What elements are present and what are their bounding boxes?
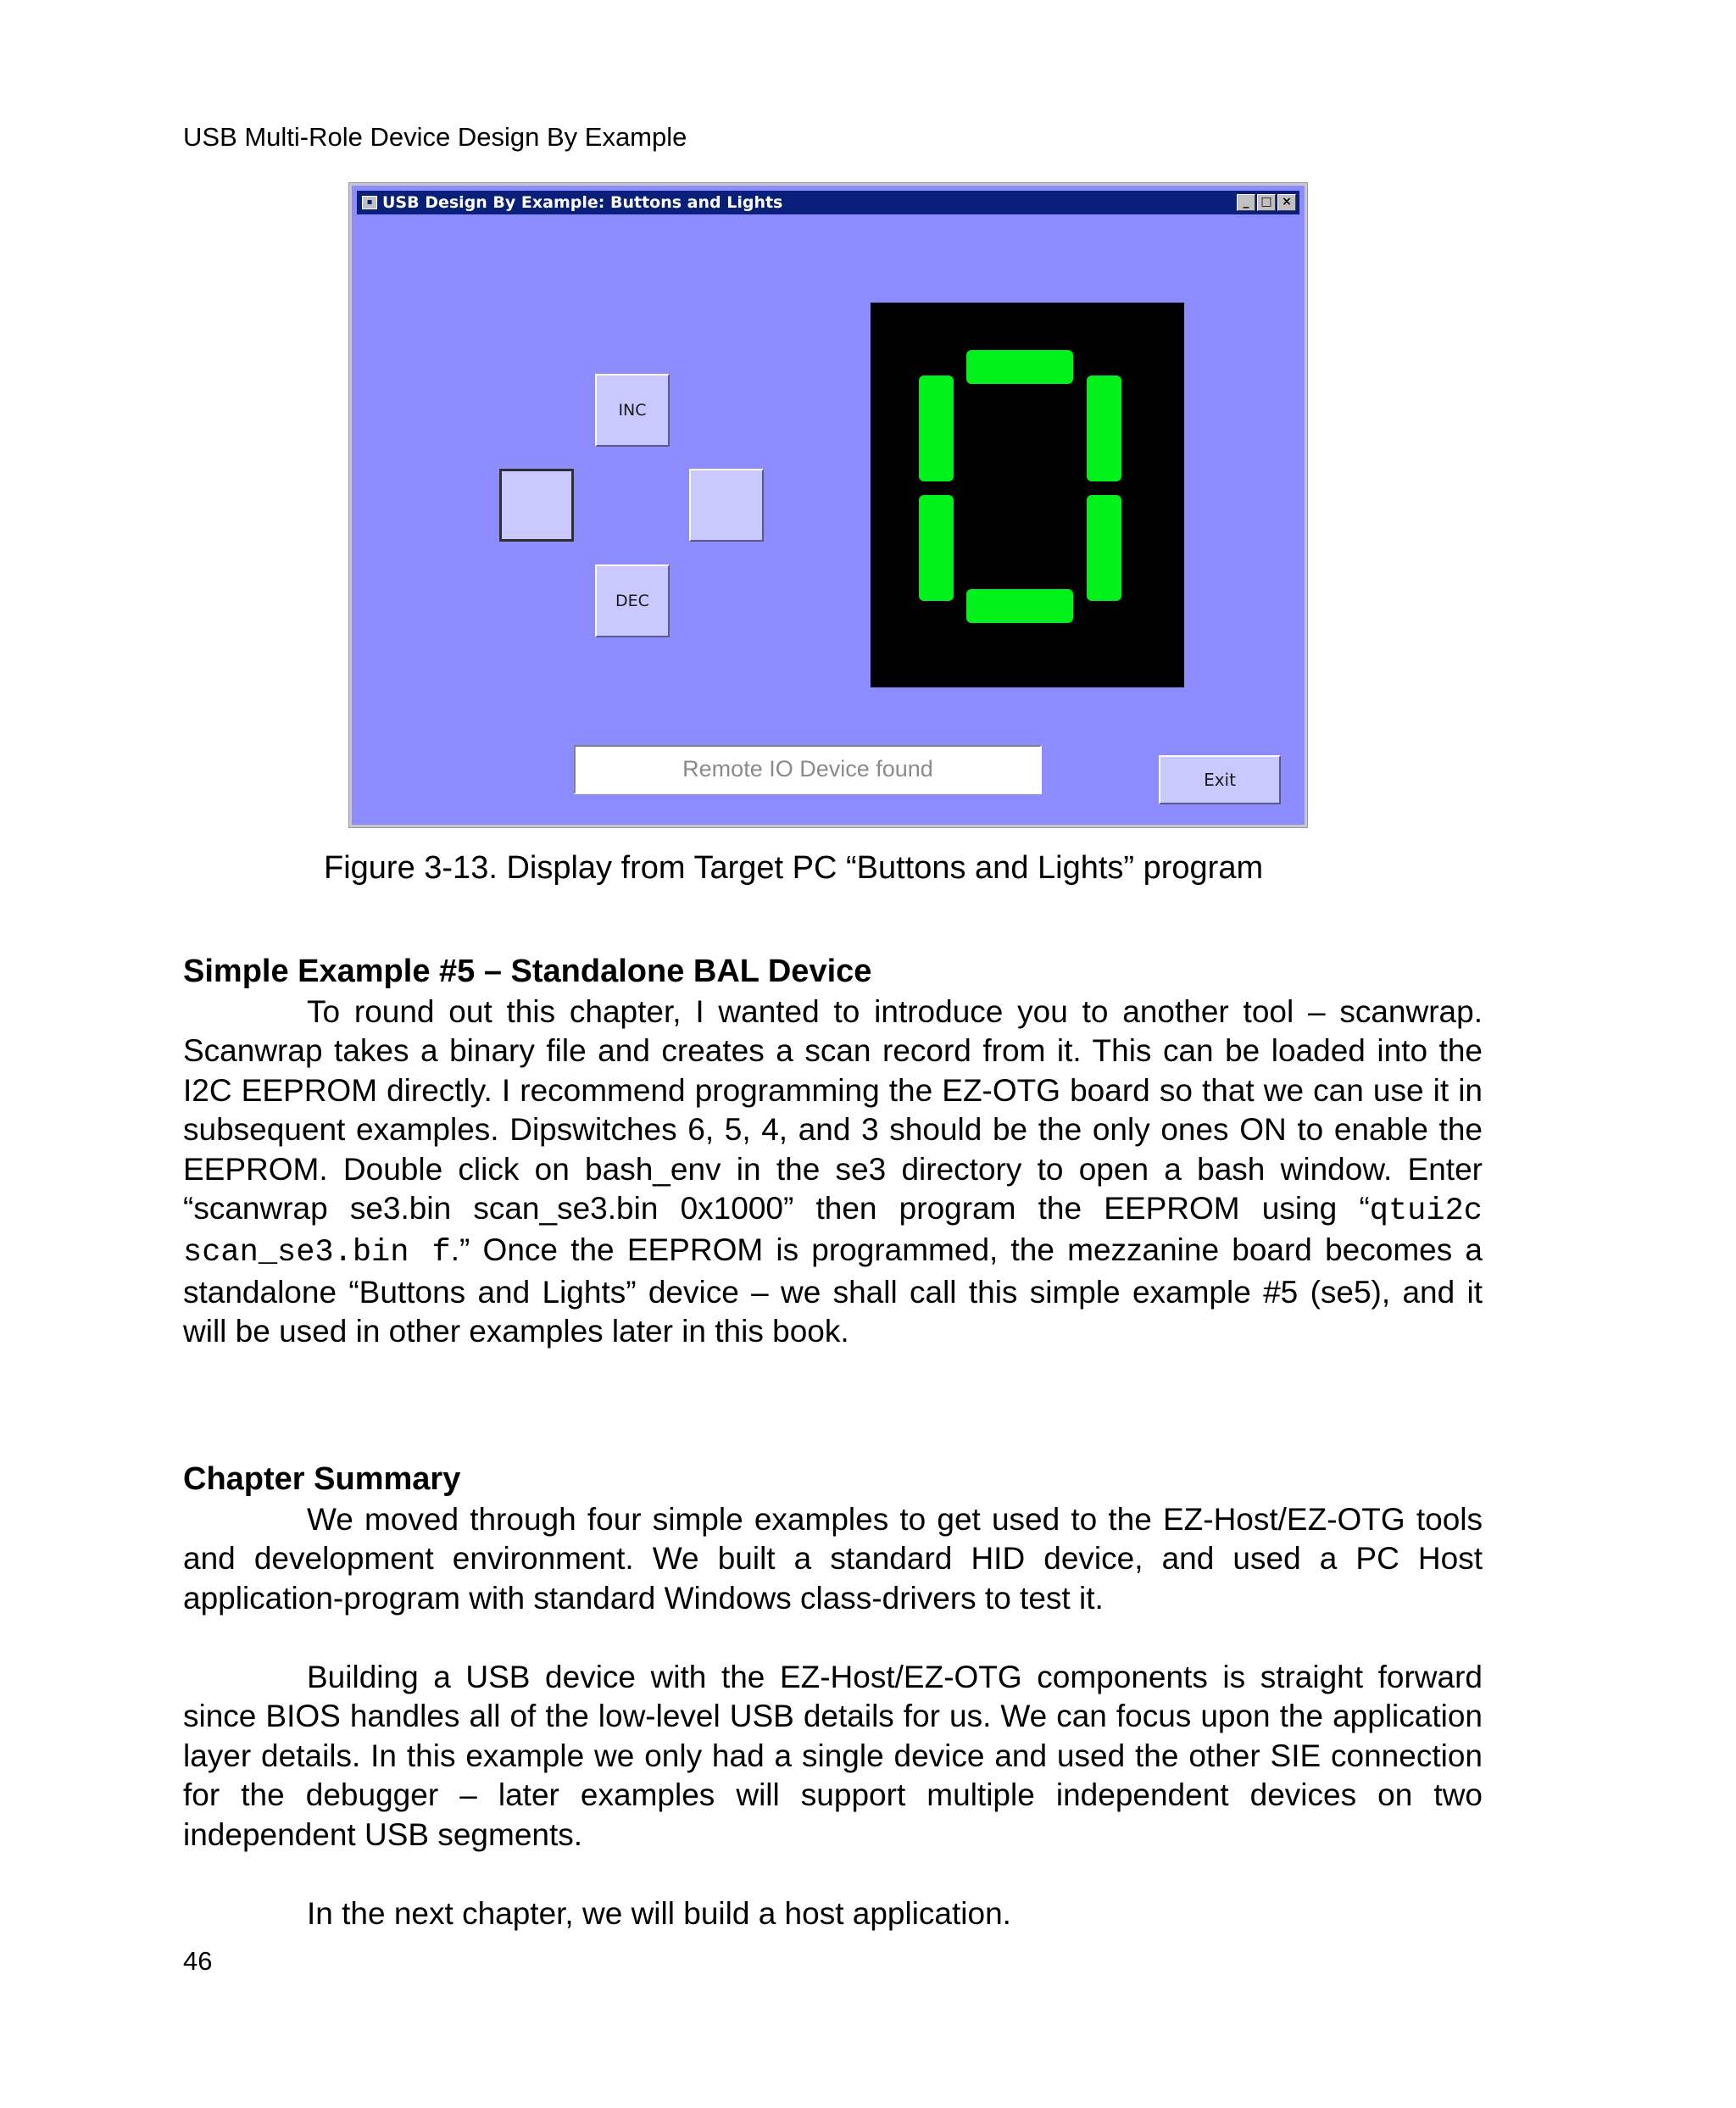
app-icon: ▪ xyxy=(362,196,377,209)
paragraph-se5-start: To round out this chapter, I wanted to introduce you to another tool – scanwrap. Scanwrap takes a binary file and creates a scan record from it. This can be loaded into the I2C EEPROM directly. I recommend programming the EZ-OTG board so that we can use it in subsequent examples. Dipswitches 6, 5, 4, and 3 should be the only ones ON to enable the EEPROM. Double click on bash_env in the se3 directory to open a bash window. Enter “scanwrap se3.bin scan_se3.bin 0x1000” then program the EEPROM using “ xyxy=(183,994,1483,1226)
window-controls xyxy=(1237,194,1296,211)
code-command: qtui2c scan_se3.bin f xyxy=(183,1193,1483,1271)
running-header: USB Multi-Role Device Design By Example xyxy=(183,122,687,152)
buttons-and-lights-window xyxy=(349,183,1307,827)
left-button[interactable] xyxy=(499,469,574,542)
dec-button[interactable]: DEC xyxy=(595,565,670,637)
segment-d xyxy=(966,589,1073,623)
segment-c xyxy=(1087,495,1121,601)
summary-paragraph-2: Building a USB device with the EZ-Host/EZ-OTG components is straight forward since BIOS handles all of the low-level USB details for us. We can focus upon the application layer details. In this example we only had a single device and used the other SIE connection for the debugger – later examples will support multiple independent devices on two independent USB segments. xyxy=(183,1660,1483,1852)
minimize-button[interactable]: _ xyxy=(1237,194,1255,211)
maximize-button[interactable]: □ xyxy=(1257,194,1276,211)
section-heading-summary: Chapter Summary xyxy=(183,1461,461,1497)
paragraph-se5-end: .” Once the EEPROM is programmed, the mezzanine board becomes a standalone “Buttons and Lights” device – we shall call this simple example #5 (se5), and it will be used in other examples later in this book. xyxy=(183,1232,1483,1349)
segment-a xyxy=(966,350,1073,384)
paragraph-se5 xyxy=(183,993,1483,1352)
segment-e xyxy=(919,495,954,601)
exit-button[interactable]: Exit xyxy=(1159,755,1281,804)
right-button[interactable] xyxy=(689,469,764,542)
summary-paragraph-3: In the next chapter, we will build a host application. xyxy=(307,1896,1011,1931)
section-heading-se5: Simple Example #5 – Standalone BAL Device xyxy=(183,954,872,989)
inc-button[interactable]: INC xyxy=(595,374,670,447)
window-title: USB Design By Example: Buttons and Lights xyxy=(382,193,783,212)
page-number: 46 xyxy=(183,1946,213,1976)
seven-segment-display xyxy=(871,303,1184,687)
window-titlebar[interactable] xyxy=(357,191,1299,214)
segment-b xyxy=(1087,375,1121,481)
close-button[interactable]: × xyxy=(1277,194,1296,211)
segment-f xyxy=(919,375,954,481)
summary-paragraph-1: We moved through four simple examples to get used to the EZ-Host/EZ-OTG tools and development environment. We built a standard HID device, and used a PC Host application-program with standard Windows class-drivers to test it. xyxy=(183,1502,1483,1616)
status-textbox: Remote IO Device found xyxy=(574,745,1042,794)
figure-caption: Figure 3-13. Display from Target PC “Buttons and Lights” program xyxy=(324,850,1264,886)
